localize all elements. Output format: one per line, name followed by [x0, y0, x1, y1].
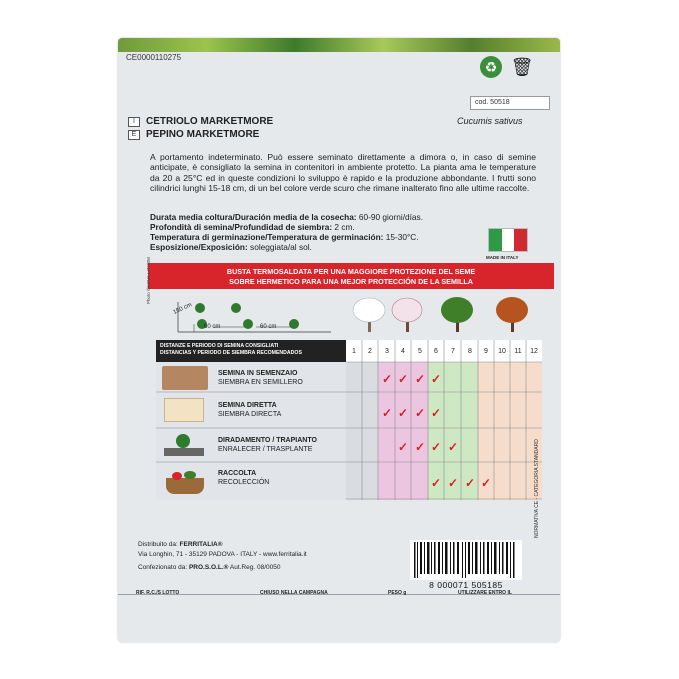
distance-60-a: 60 cm — [204, 324, 221, 330]
month-10: 10 — [498, 348, 506, 355]
row-2-sublabel: SIEMBRA DIRECTA — [218, 411, 282, 418]
check-mark: ✓ — [397, 372, 409, 386]
month-4: 4 — [401, 348, 405, 355]
autumn-tree-icon — [496, 297, 528, 332]
italy-flag-icon — [488, 228, 528, 252]
check-mark: ✓ — [381, 406, 393, 420]
info-depth: Profondità di semina/Profundidad de siembra: 2 cm. — [150, 222, 355, 232]
row-4-sublabel: RECOLECCIÓN — [218, 479, 270, 486]
info-exposure: Esposizione/Exposición: soleggiata/al sol. — [150, 242, 312, 252]
info-duration: Durata media coltura/Duración media de la cosecha: 60-90 giorni/días. — [150, 212, 423, 222]
check-mark: ✓ — [414, 406, 426, 420]
distance-title-box: DISTANZE E PERIODO DI SEMINA CONSIGLIATI DISTANCIAS Y PERIODO DE SIEMBRA RECOMENDADOS — [156, 340, 346, 362]
month-9: 9 — [484, 348, 488, 355]
month-2: 2 — [368, 348, 372, 355]
month-3: 3 — [385, 348, 389, 355]
winter-tree-icon — [353, 298, 385, 332]
month-6: 6 — [434, 348, 438, 355]
cod-number: cod. 50518 — [470, 96, 550, 110]
check-mark: ✓ — [447, 476, 459, 490]
spacing-diagram — [156, 294, 346, 340]
seed-packet-icon — [164, 398, 204, 422]
check-mark: ✓ — [430, 372, 442, 386]
lang-badge-es: E — [128, 130, 140, 140]
check-mark: ✓ — [447, 440, 459, 454]
product-code: CE0000110275 — [126, 53, 182, 62]
check-mark: ✓ — [464, 476, 476, 490]
distance-150: 150 cm — [172, 302, 193, 316]
month-11: 11 — [514, 348, 522, 355]
footer-lotto: RIF. R.C./S LOTTO — [136, 590, 180, 596]
month-7: 7 — [451, 348, 455, 355]
check-mark: ✓ — [430, 476, 442, 490]
title-italian: CETRIOLO MARKETMORE — [146, 116, 274, 127]
row-2-label: SEMINA DIRETTA — [218, 402, 277, 409]
month-8: 8 — [468, 348, 472, 355]
distributor-address: Via Longhin, 71 - 35129 PADOVA - ITALY - www.ferritalia.it — [138, 551, 307, 558]
banner-line-it: BUSTA TERMOSALDATA PER UNA MAGGIORE PROTEZIONE DEL SEME — [226, 267, 476, 276]
made-in-italy: MADE IN ITALY — [486, 255, 519, 260]
barcode-icon — [410, 540, 522, 580]
row-3-label: DIRADAMENTO / TRAPIANTO — [218, 437, 317, 444]
title-spanish: PEPINO MARKETMORE — [146, 129, 260, 140]
check-mark: ✓ — [414, 372, 426, 386]
check-mark: ✓ — [381, 372, 393, 386]
spring-tree-icon — [392, 298, 422, 332]
activity-rows — [156, 362, 346, 500]
lang-badge-it: I — [128, 117, 140, 127]
check-mark: ✓ — [397, 440, 409, 454]
barcode-number: 8 000071 505185 — [429, 580, 503, 590]
row-1-sublabel: SIEMBRA EN SEMILLERO — [218, 379, 303, 386]
row-1-label: SEMINA IN SEMENZAIO — [218, 370, 298, 377]
check-mark: ✓ — [480, 476, 492, 490]
check-mark: ✓ — [430, 440, 442, 454]
check-marks — [346, 362, 542, 500]
recycle-icon: ♻ — [480, 56, 502, 78]
check-mark: ✓ — [414, 440, 426, 454]
row-4-label: RACCOLTA — [218, 470, 257, 477]
month-1: 1 — [352, 348, 356, 355]
info-temperature: Temperatura di germinazione/Temperatura de germinación: 15-30°C. — [150, 232, 419, 242]
check-mark: ✓ — [430, 406, 442, 420]
side-note: NORMATIVA CE - CATEGORIA STANDARD — [534, 439, 540, 538]
month-5: 5 — [418, 348, 422, 355]
distributor-line: Distribuito da: FERRITALIA® — [138, 541, 223, 548]
row-3-sublabel: ENRALECER / TRASPLANTE — [218, 446, 313, 453]
photo-credit: Photo ©NOVA-LITOBM — [146, 257, 151, 304]
check-mark: ✓ — [397, 406, 409, 420]
distance-60-b: 60 cm — [260, 324, 277, 330]
footer-utilizzare: UTILIZZARE ENTRO IL — [458, 590, 512, 596]
footer-chiuso: CHIUSO NELLA CAMPAGNA — [260, 590, 328, 596]
latin-name: Cucumis sativus — [457, 116, 523, 126]
banner-line-es: SOBRE HERMETICO PARA UNA MEJOR PROTECCIÓN DE LA SEMILLA — [229, 277, 473, 286]
seedling-icon — [164, 434, 204, 456]
harvest-basket-icon — [166, 468, 204, 494]
seedbed-icon — [162, 366, 208, 390]
protection-banner — [148, 263, 554, 289]
month-12: 12 — [530, 348, 538, 355]
season-trees — [346, 294, 546, 340]
trash-bin-icon: 🗑 — [510, 57, 534, 77]
packer-line: Confezionato da: PRO.S.O.L.® Aut.Reg. 08/0050 — [138, 564, 281, 571]
photo-strip — [118, 38, 560, 52]
seed-packet — [118, 38, 560, 642]
footer-peso: PESO g — [388, 590, 407, 596]
description: A portamento indeterminato. Può essere seminato direttamente a dimora o, in caso di semine anticipate, è consigliato la semina in contenitori in ambiente protetto. La pianta ama le temperature da 20 a 25°C ed in queste condizioni lo sviluppo è rapido e la produzione abbondante. I frutti sono cilindrici lunghi 15-18 cm, di un bel colore verde scuro che rimane inalterato fino alle ultime raccolte. — [150, 152, 536, 193]
summer-tree-icon — [441, 297, 473, 332]
